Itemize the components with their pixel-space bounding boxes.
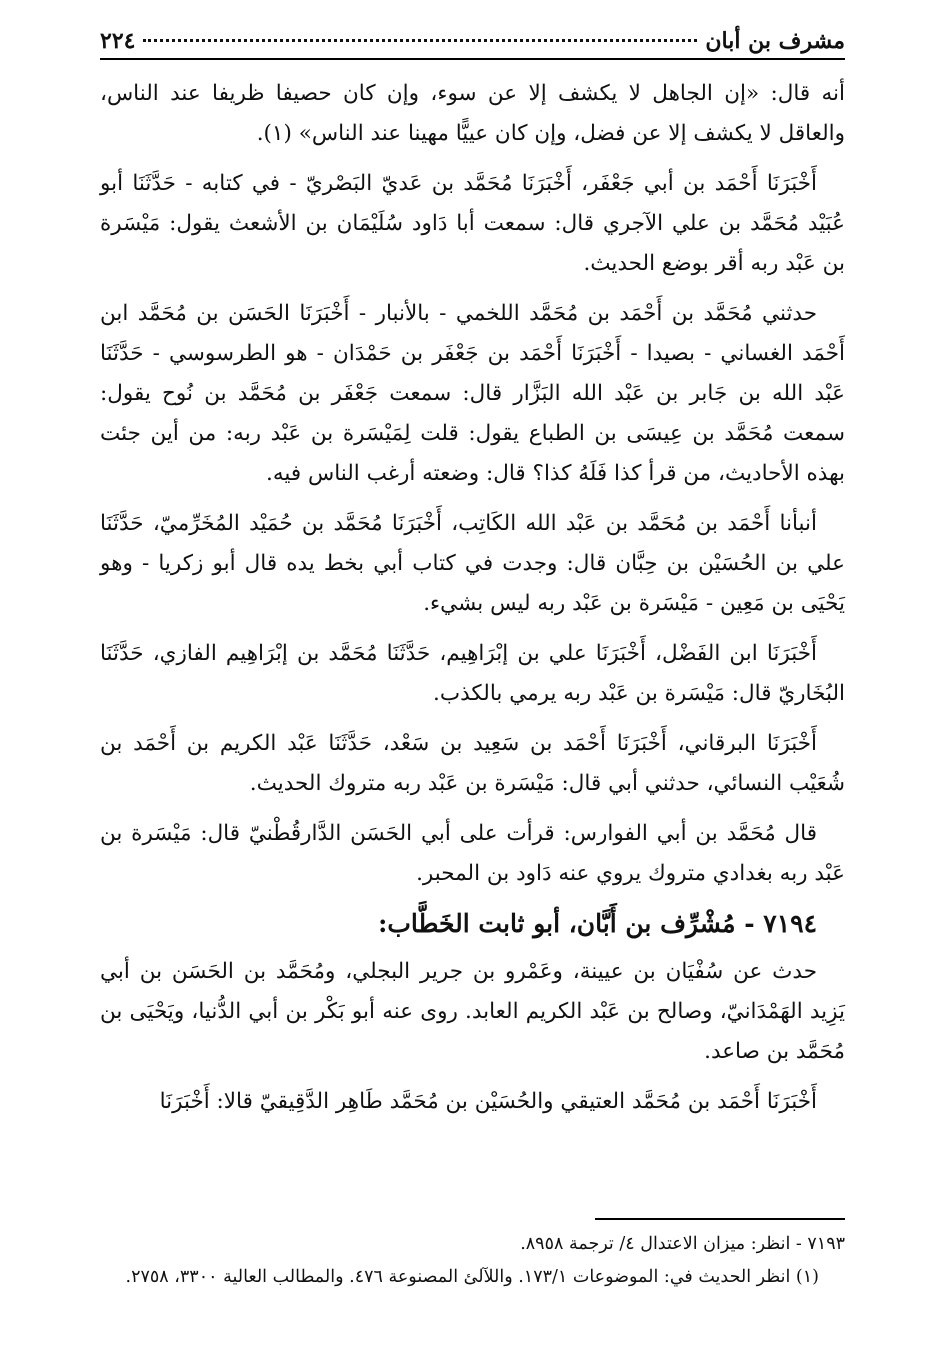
- paragraph: أَخْبَرَنَا البرقاني، أَخْبَرَنَا أَحْمَد بن سَعِيد بن سَعْد، حَدَّثَنَا عَبْد الكريم بن أَحْمَد بن شُعَيْب النسائي، حدثني أبي قال: مَيْسَرة بن عَبْد ربه متروك الحديث.: [100, 731, 845, 796]
- paragraph: أَخْبَرَنَا ابن الفَضْل، أَخْبَرَنَا علي بن إبْرَاهِيم، حَدَّثَنَا مُحَمَّد بن إبْرَاهِيم الفازي، حَدَّثَنَا البُخَاريّ قال: مَيْسَرة بن عَبْد ربه يرمي بالكذب.: [100, 641, 845, 706]
- footnote: ٧١٩٣ - انظر: ميزان الاعتدال ٤/ ترجمة ٨٩٥٨.: [520, 1234, 845, 1254]
- footnote-divider: [595, 1218, 845, 1220]
- page-header: [100, 28, 845, 60]
- footnote: (١) انظر الحديث في: الموضوعات ١٧٣/١. واللآلئ المصنوعة ٤٧٦. والمطالب العالية ٣٣٠٠، ٢٧٥٨.: [125, 1267, 819, 1287]
- footnotes: [100, 1228, 845, 1294]
- paragraph: حدثني مُحَمَّد بن أَحْمَد بن مُحَمَّد اللخمي - بالأنبار - أَخْبَرَنَا الحَسَن بن مُحَمَّد ابن أَحْمَد الغساني - بصيدا - أَخْبَرَنَا أَحْمَد بن جَعْفَر بن حَمْدَان - هو الطرسوسي - حَدَّثَنَا عَبْد الله بن جَابر بن عَبْد الله البَزَّار قال: سمعت جَعْفَر بن مُحَمَّد بن نُوح يقول: سمعت مُحَمَّد بن عِيسَى بن الطباع يقول: قلت لِمَيْسَرة بن عَبْد ربه: من أين جئت بهذه الأحاديث، من قرأ كذا فَلَهُ كذا؟ قال: وضعته أرغب الناس فيه.: [100, 301, 845, 486]
- paragraph: أَخْبَرَنَا أَحْمَد بن أبي جَعْفَر، أَخْبَرَنَا مُحَمَّد بن عَديّ البَصْريّ - في كتابه - حَدَّثَنَا أبو عُبَيْد مُحَمَّد بن علي الآجري قال: سمعت أبا دَاود سُلَيْمَان بن الأشعث يقول: مَيْسَرة بن عَبْد ربه أقر بوضع الحديث.: [100, 171, 845, 276]
- page-number: ٢٢٤: [100, 28, 136, 54]
- entry-heading: ٧١٩٤ - مُشْرِّف بن أَبَّان، أبو ثابت الخَطَّاب:: [378, 909, 817, 938]
- main-text: [100, 74, 845, 1122]
- paragraph: أنه قال: «إن الجاهل لا يكشف إلا عن سوء، وإن كان حصيفا ظريفا عند الناس، والعاقل لا يكشف إلا عن فضل، وإن كان عييًّا مهينا عند الناس» (١).: [100, 81, 845, 146]
- paragraph: أنبأنا أَحْمَد بن مُحَمَّد بن عَبْد الله الكَاتِب، أَخْبَرَنَا مُحَمَّد بن حُمَيْد المُخَرِّميّ، حَدَّثَنَا علي بن الحُسَيْن بن حِبَّان قال: وجدت في كتاب أبي بخط يده قال أبو زكريا - وهو يَحْيَى بن مَعِين - مَيْسَرة بن عَبْد ربه ليس بشيء.: [100, 511, 845, 616]
- entry-paragraph: حدث عن سُفْيَان بن عيينة، وعَمْرو بن جرير البجلي، ومُحَمَّد بن الحَسَن بن أبي يَزِيد الهَمْدَانيّ، وصالح بن عَبْد الكريم العابد. روى عنه أبو بَكْر بن أبي الدُّنيا، ويَحْيَى بن مُحَمَّد بن صاعد.: [100, 959, 845, 1064]
- entry-paragraph: أَخْبَرَنَا أَحْمَد بن مُحَمَّد العتيقي والحُسَيْن بن مُحَمَّد طَاهِر الدَّقِيقيّ قالا: أَخْبَرَنَا: [159, 1089, 817, 1114]
- paragraph: قال مُحَمَّد بن أبي الفوارس: قرأت على أبي الحَسَن الدَّارقُطْنيّ قال: مَيْسَرة بن عَبْد ربه بغدادي متروك يروي عنه دَاود بن المحبر.: [100, 821, 845, 886]
- running-title: مشرف بن أبان: [705, 28, 845, 54]
- header-dot-leader: [143, 39, 697, 42]
